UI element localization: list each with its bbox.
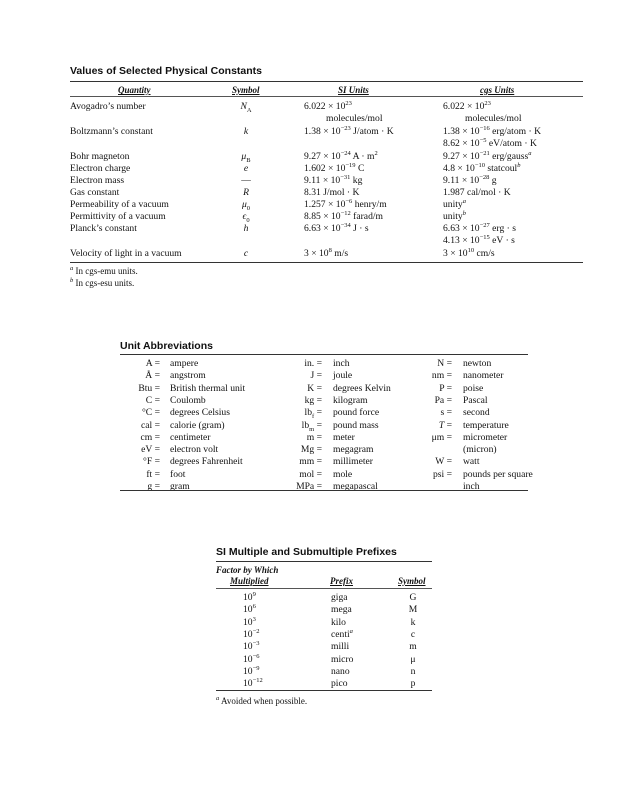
constant-symbol: h [243,223,249,234]
prefix-factor: $10^{-2}$ [243,627,260,640]
unit-abbreviation: °F = [143,456,160,468]
constant-si-value: $3 \times 10^8$ m/s [304,246,349,259]
constant-quantity: Gas constant [70,187,120,198]
unit-abbreviation: mol = [299,468,322,480]
unit-name: megapascal [333,481,378,492]
constant-quantity: Electron mass [70,175,125,186]
constant-quantity: Permittivity of a vacuum [70,211,166,222]
constant-cgs-value: $4.8 \times 10^{-10}$ statcoul$^b$ [443,161,521,174]
footnote: $^a$ In cgs-emu units. [70,265,138,276]
prefix-factor: $10^9$ [243,590,256,603]
constant-cgs-value-line2: $4.13 \times 10^{-15}$ eV · s [443,233,515,246]
unit-abbreviation: kg = [304,394,322,406]
constant-quantity: Electron charge [70,163,131,174]
constant-symbol: $\mu_B$ [241,151,251,164]
constant-quantity: Planck’s constant [70,223,137,234]
unit-name: foot [170,468,186,480]
unit-name: pound force [333,407,380,419]
unit-name: electron volt [170,444,219,456]
constant-cgs-value-line2: molecules/mol [465,113,522,124]
unit-abbreviation: $lb_f$ = [304,407,322,421]
unit-abbreviation: Å = [145,370,160,382]
prefix-symbol: G [409,592,417,603]
constant-cgs-value: $3 \times 10^{10}$ cm/s [443,246,495,259]
footnote: $^a$ Avoided when possible. [216,695,308,706]
constant-si-value-line2: molecules/mol [326,113,383,124]
unit-abbreviation: eV = [141,444,160,456]
constant-si-value: $9.11 \times 10^{-31}$ kg [304,173,363,186]
unit-name: degrees Kelvin [333,382,391,394]
prefix-symbol: c [410,628,416,640]
unit-name: Coulomb [170,394,206,406]
unit-abbreviation: cm = [140,431,160,443]
units-top-rule [120,354,528,355]
constant-quantity: Avogadro’s number [70,101,146,112]
constants-title: Values of Selected Physical Constants [70,65,262,77]
unit-name: Pascal [463,394,488,406]
unit-name: millimeter [333,456,373,468]
constant-cgs-value: unity$^b$ [443,209,466,222]
constant-cgs-value: $9.11 \times 10^{-28}$ g [443,173,497,186]
constant-si-value: 8.31 J/mol · K [304,187,360,198]
prefix-factor: $10^{-3}$ [243,640,260,653]
prefix-symbol: m [409,641,417,653]
constants-top-rule [70,81,583,82]
prefix-name: pico [331,678,348,690]
constant-quantity: Permeability of a vacuum [70,199,169,210]
prefix-factor: $10^3$ [243,615,256,628]
constant-quantity: Velocity of light in a vacuum [70,248,182,259]
unit-abbreviation: psi = [432,468,452,480]
constant-symbol: $\mu_0$ [241,199,251,212]
prefix-name: milli [331,641,350,653]
prefix-factor: $10^{-12}$ [243,676,263,690]
unit-abbreviation: s = [440,407,452,419]
prefix-symbol: k [410,616,416,628]
unit-abbreviation: cal = [141,419,160,431]
unit-abbreviation: Mg = [300,444,322,456]
header-si-units: SI Units [338,85,369,95]
footnote: $^b$ In cgs-esu units. [70,277,135,288]
constants-bottom-rule [70,262,583,263]
constant-si-value: $6.022 \times 10^{23}$ [304,99,352,112]
prefix-factor: $10^{-9}$ [243,664,260,677]
prefixes-bottom-rule [216,690,432,691]
unit-name: British thermal unit [170,382,246,394]
constant-cgs-value: $6.63 \times 10^{-27}$ erg · s [443,221,516,234]
unit-name: mole [333,468,353,480]
constant-symbol: $N_A$ [240,101,252,114]
constant-symbol: $\epsilon_0$ [242,211,250,224]
unit-abbreviation: in. = [304,358,322,369]
unit-name: meter [333,431,355,443]
prefixes-top-rule [216,561,432,562]
unit-name: poise [463,382,484,394]
header-factor-line1: Factor by Which [216,565,279,575]
unit-abbreviation: mm = [299,456,322,468]
header-prefix-symbol: Symbol [398,576,426,586]
unit-abbreviation: K = [307,382,322,394]
constant-quantity: Bohr magneton [70,151,130,162]
prefix-name: micro [331,653,354,665]
prefix-factor: $10^{-6}$ [243,652,260,665]
unit-abbreviation: m = [306,431,322,443]
unit-abbreviation: Pa = [434,394,452,406]
constant-si-value: $6.63 \times 10^{-34}$ J · s [304,221,369,234]
constant-symbol: k [243,126,249,137]
unit-abbreviation: P = [439,382,452,394]
unit-abbreviation: g = [147,481,160,492]
unit-abbreviation: A = [145,358,160,369]
unit-name: pound mass [333,419,379,431]
unit-name: second [463,407,490,419]
unit-abbreviation: °C = [141,407,160,419]
prefix-factor: $10^6$ [243,603,256,616]
units-title: Unit Abbreviations [120,340,213,352]
constant-symbol: e [243,163,249,174]
unit-abbreviation: μm = [431,431,452,443]
prefix-name: kilo [331,616,346,628]
unit-abbreviation: J = [310,370,322,382]
prefix-symbol: n [410,665,416,677]
header-symbol: Symbol [232,85,260,95]
unit-name: degrees Fahrenheit [170,456,243,468]
unit-name: newton [463,358,492,369]
unit-name: inch [333,358,350,369]
constant-si-value: $9.27 \times 10^{-24}$ $A \cdot m^2$ [304,149,378,162]
prefix-symbol: M [408,604,418,616]
unit-name: joule [333,370,353,382]
unit-name: angstrom [170,370,206,382]
unit-abbreviation: C = [145,394,160,406]
constant-si-value: $1.257 \times 10^{-6}$ henry/m [304,197,387,210]
prefix-symbol: μ [410,653,416,665]
unit-abbreviation: ft = [146,468,160,480]
unit-name: watt [463,456,480,468]
unit-abbreviation: nm = [431,370,452,382]
constant-symbol: — [241,175,251,186]
constant-cgs-value-line2: $8.62 \times 10^{-5}$ eV/atom · K [443,136,537,149]
unit-name: pounds per square [463,468,533,480]
unit-name: degrees Celsius [170,407,230,419]
unit-abbreviation: MPa = [296,481,322,492]
unit-name: (micron) [463,444,497,456]
constant-symbol: R [243,187,249,198]
constant-cgs-value: $1.38 \times 10^{-16}$ erg/atom · K [443,124,542,137]
prefixes-header-rule [216,588,432,589]
unit-name: kilogram [333,394,368,406]
header-prefix: Prefix [330,576,353,586]
constant-symbol: c [243,248,249,259]
prefix-symbol: p [410,678,416,690]
constant-cgs-value: 1.987 cal/mol · K [443,187,511,198]
constant-cgs-value: unity$^a$ [443,197,466,210]
header-cgs-units: cgs Units [480,85,515,95]
header-factor-line2: Multiplied [230,576,269,586]
units-bottom-rule [120,490,528,491]
prefix-name: giga [331,592,348,603]
constant-si-value: $1.602 \times 10^{-19}$ C [304,161,365,174]
unit-abbreviation: $lb_m$ = [301,419,322,433]
constant-quantity: Boltzmann’s constant [70,126,153,137]
unit-abbreviation: W = [435,456,452,468]
unit-name: nanometer [463,370,504,382]
constant-cgs-value: $9.27 \times 10^{-21}$ erg/gauss$^a$ [443,149,532,162]
unit-name: gram [170,481,190,492]
unit-name: ampere [170,358,199,369]
unit-name: temperature [463,419,509,431]
unit-name: inch [463,481,480,492]
unit-name: centimeter [170,431,211,443]
constant-cgs-value: $6.022 \times 10^{23}$ [443,99,491,112]
constant-si-value: $1.38 \times 10^{-23}$ J/atom · K [304,124,394,137]
unit-name: micrometer [463,431,508,443]
prefix-name: mega [331,604,352,616]
prefix-name: centi$^a$ [331,627,353,640]
prefix-name: nano [331,665,350,677]
prefixes-title: SI Multiple and Submultiple Prefixes [216,546,397,558]
unit-abbreviation: N = [437,358,452,369]
unit-abbreviation: T = [438,419,452,431]
constant-si-value: $8.85 \times 10^{-12}$ farad/m [304,209,383,222]
unit-name: calorie (gram) [170,419,225,431]
constants-header-rule [70,96,583,97]
unit-abbreviation: Btu = [138,382,160,394]
header-quantity: Quantity [118,85,151,95]
unit-name: megagram [333,444,374,456]
